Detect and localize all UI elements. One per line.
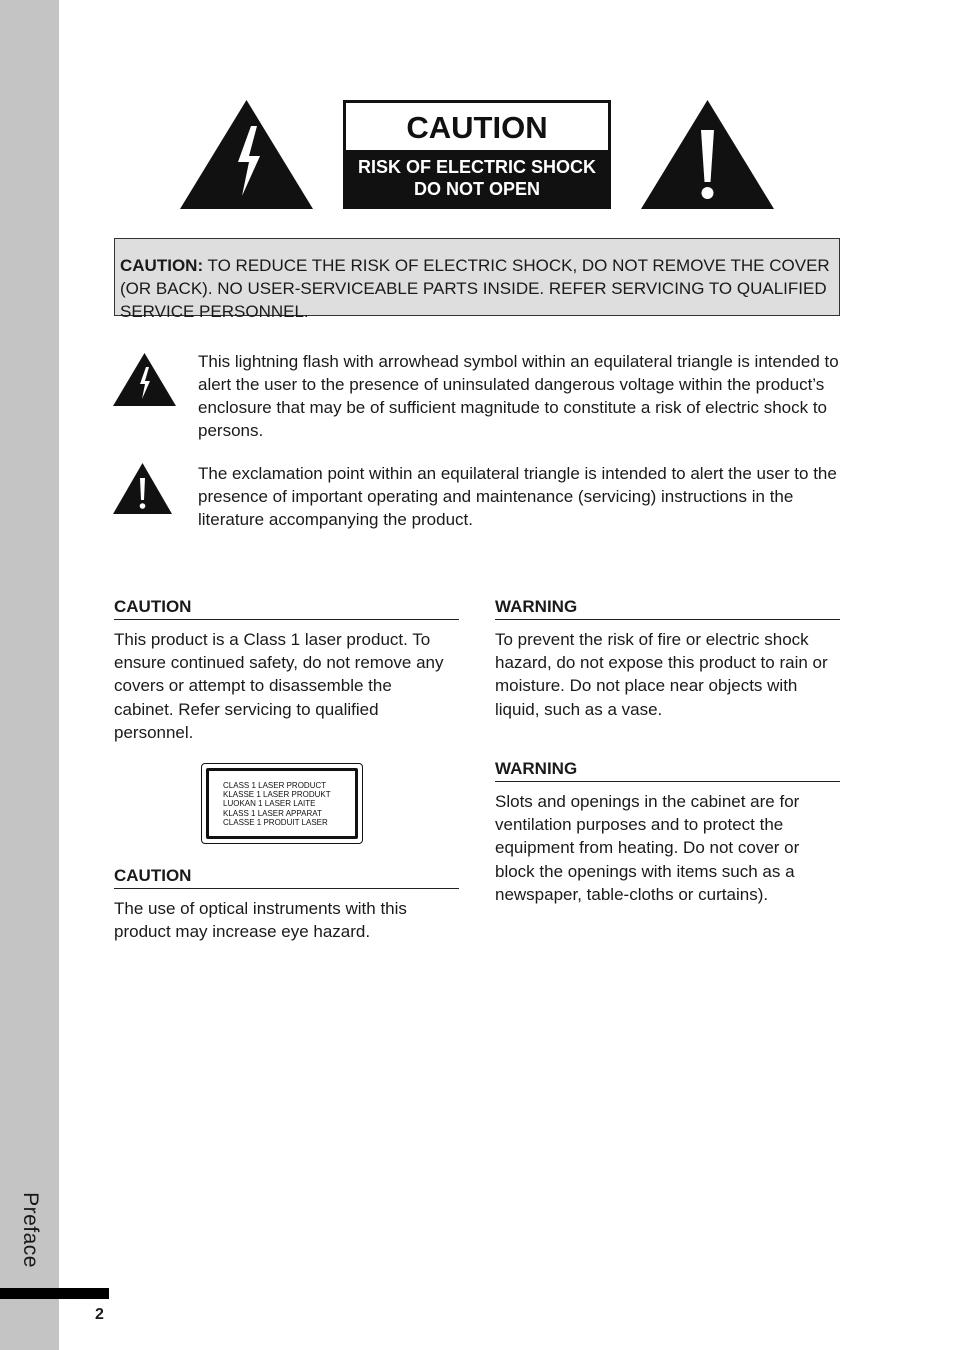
warning-text-ventilation: Slots and openings in the cabinet are for ventilation purposes and to protect the equipment from heating. Do not cover or block the openings with items such as a newspaper, table-cloths or curtains). (495, 792, 800, 904)
warning-heading-moisture: WARNING (495, 597, 840, 620)
caution-notice-text: TO REDUCE THE RISK OF ELECTRIC SHOCK, DO NOT REMOVE THE COVER (OR BACK). NO USER-SERVICEABLE PARTS INSIDE. REFER SERVICING TO QUALIFIED SERVICE PERSONNEL. (120, 256, 830, 321)
class1-laser-label (201, 763, 363, 844)
side-bar (0, 0, 59, 1350)
exclamation-symbol-description: The exclamation point within an equilateral triangle is intended to alert the user to the presence of important operating and maintenance (servicing) instructions in the literature accompanying the product. (198, 464, 837, 529)
caution-text-optical: The use of optical instruments with this product may increase eye hazard. (114, 899, 407, 942)
laser-label-line: KLASSE 1 LASER PRODUKT (223, 790, 331, 800)
page-number: 2 (95, 1306, 104, 1323)
caution-label (343, 100, 611, 209)
laser-label-line: CLASSE 1 PRODUIT LASER (223, 817, 328, 827)
warning-heading-ventilation: WARNING (495, 759, 840, 782)
caution-text-laser: This product is a Class 1 laser product. To ensure continued safety, do not remove any covers or attempt to disassemble the cabinet. Refer servicing to qualified personnel. (114, 630, 444, 742)
caution-heading-optical: CAUTION (114, 866, 459, 889)
lightning-symbol-description: This lightning flash with arrowhead symbol within an equilateral triangle is intended to alert the user to the presence of uninsulated dangerous voltage within the product’s enclosure that may be of sufficient magnitude to constitute a risk of electric shock to persons. (198, 352, 839, 440)
exclamation-warning-icon (641, 100, 774, 210)
laser-label-line: KLASS 1 LASER APPARAT (223, 808, 322, 818)
warning-text-moisture: To prevent the risk of fire or electric shock hazard, do not expose this product to rain or moisture. Do not place near objects with liquid, such as a vase. (495, 630, 828, 719)
laser-label-line: LUOKAN 1 LASER LAITE (223, 799, 316, 809)
exclamation-symbol-icon (113, 463, 172, 515)
caution-prefix: CAUTION: (120, 256, 204, 275)
laser-label-text (223, 781, 331, 827)
caution-notice-box (114, 238, 840, 321)
caution-label-line2: DO NOT OPEN (413, 179, 540, 199)
section-label: Preface (19, 1192, 42, 1268)
lightning-warning-icon (180, 100, 313, 210)
caution-label-title: CAUTION (346, 103, 608, 150)
caution-label-line1: RISK OF ELECTRIC SHOCK (357, 157, 596, 177)
laser-label-line: CLASS 1 LASER PRODUCT (223, 781, 327, 790)
footer-bar (0, 1288, 109, 1299)
lightning-symbol-icon (113, 353, 176, 407)
caution-heading-laser: CAUTION (114, 597, 459, 620)
